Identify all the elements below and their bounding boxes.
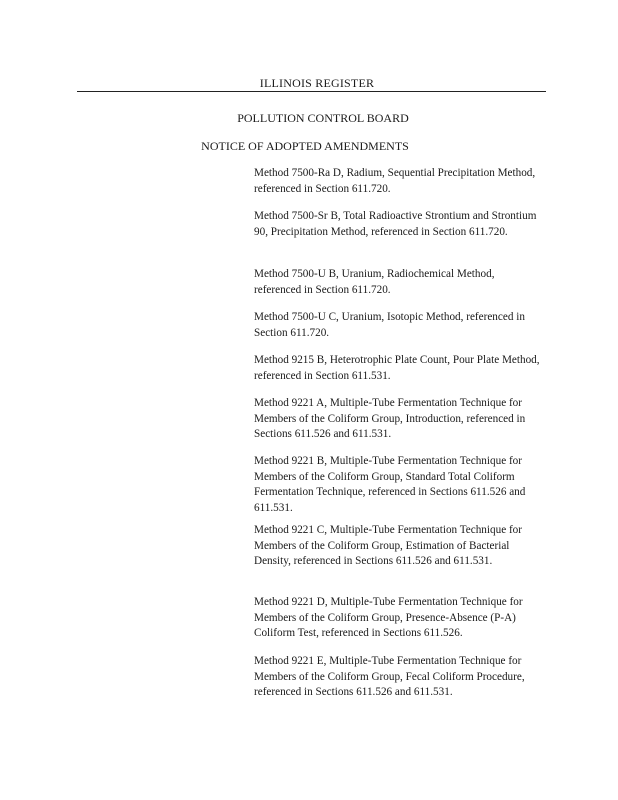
method-entry: Method 9221 E, Multiple-Tube Fermentation Technique for Members of the Coliform Group, Fecal Coliform Procedure, referenced in Sections 611.526 and 611.531.: [254, 655, 525, 698]
header-rule: [77, 91, 546, 92]
method-entry: Method 9221 A, Multiple-Tube Fermentation Technique for Members of the Coliform Group, Introduction, referenced in Sections 611.526 and 611.531.: [254, 397, 526, 440]
method-entry: Method 7500-Ra D, Radium, Sequential Precipitation Method, referenced in Section 611.720.: [254, 167, 536, 195]
method-entry: Method 9221 C, Multiple-Tube Fermentation Technique for Members of the Coliform Group, Estimation of Bacterial Density, referenced in Sections 611.526 and 611.531.: [254, 524, 522, 567]
method-entry: Method 7500-Sr B, Total Radioactive Strontium and Strontium 90, Precipitation Method, referenced in Section 611.720.: [254, 210, 537, 238]
method-entry: Method 9221 D, Multiple-Tube Fermentation Technique for Members of the Coliform Group, Presence-Absence (P-A) Coliform Test, referenced in Sections 611.526.: [254, 596, 523, 639]
method-entry: Method 7500-U C, Uranium, Isotopic Method, referenced in Section 611.720.: [254, 311, 525, 339]
method-entry: Method 7500-U B, Uranium, Radiochemical Method, referenced in Section 611.720.: [254, 268, 495, 296]
method-entry: Method 9215 B, Heterotrophic Plate Count, Pour Plate Method, referenced in Section 611.531.: [254, 354, 540, 382]
notice-title: NOTICE OF ADOPTED AMENDMENTS: [201, 139, 409, 153]
method-entry: Method 9221 B, Multiple-Tube Fermentation Technique for Members of the Coliform Group, Standard Total Coliform Fermentation Technique, referenced in Sections 611.526 and 611.531.: [254, 455, 526, 514]
board-title: POLLUTION CONTROL BOARD: [237, 111, 409, 125]
register-title: ILLINOIS REGISTER: [259, 76, 375, 90]
